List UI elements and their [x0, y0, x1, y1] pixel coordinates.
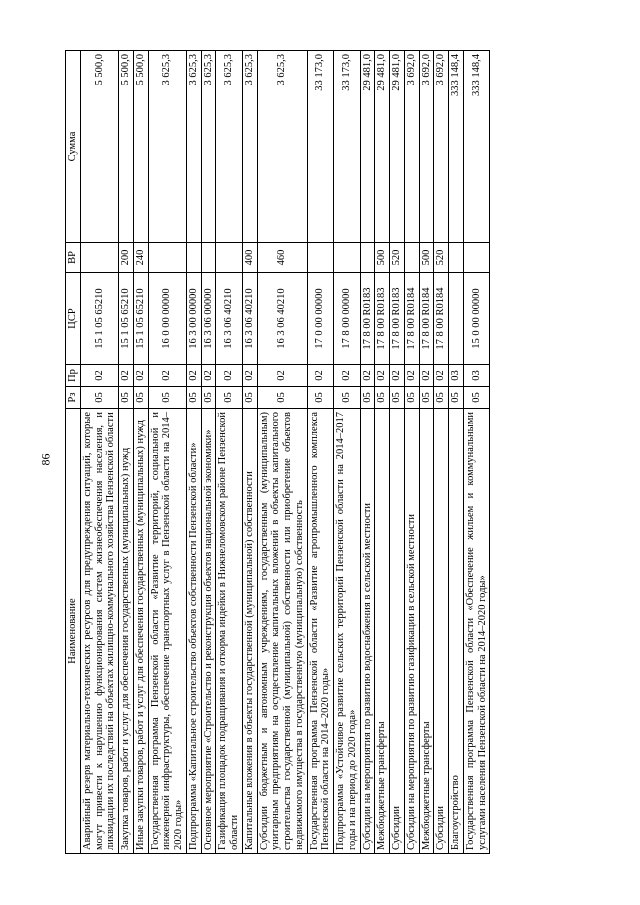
cell-name: Иные закупки товаров, работ и услуг для обеспечения государственных (муниципальных) нужд [133, 409, 148, 854]
cell-name: Государственная программа Пензенской области «Развитие территорий, социальной и инженерной инфраструктуры, обеспечение транспортных услуг в Пензенской области на 2014–2020 годы» [148, 409, 186, 854]
budget-table [65, 50, 490, 854]
table-row [307, 51, 334, 854]
cell-pr: 02 [119, 365, 134, 387]
cell-name: Подпрограмма «Капитальное строительство объектов собственности Пензенской области» [186, 409, 201, 854]
cell-sum: 29 481,0 [360, 51, 375, 243]
table-row [463, 51, 490, 854]
cell-rz: 05 [242, 387, 257, 409]
table-row [133, 51, 148, 854]
cell-pr: 02 [148, 365, 186, 387]
cell-csr: 16 3 00 00000 [186, 273, 201, 365]
cell-sum: 333 148,4 [463, 51, 490, 243]
cell-pr: 02 [80, 365, 118, 387]
cell-pr: 02 [434, 365, 449, 387]
header-vr: ВР [66, 243, 81, 273]
cell-csr: 15 1 05 65210 [80, 273, 118, 365]
cell-vr [80, 243, 118, 273]
table-row [186, 51, 201, 854]
cell-pr: 02 [390, 365, 405, 387]
cell-rz: 05 [80, 387, 118, 409]
cell-rz: 05 [148, 387, 186, 409]
cell-rz: 05 [434, 387, 449, 409]
cell-sum: 29 481,0 [390, 51, 405, 243]
cell-rz: 05 [216, 387, 243, 409]
cell-rz: 05 [307, 387, 334, 409]
cell-csr: 16 0 00 00000 [148, 273, 186, 365]
table-row [242, 51, 257, 854]
cell-name: Газификация площадок подращивания и откорма индейки в Нижнеломовском районе Пензенской области [216, 409, 243, 854]
cell-name: Государственная программа Пензенской области «Развитие агропромышленного комплекса Пензенской области на 2014–2020 годы» [307, 409, 334, 854]
cell-vr [148, 243, 186, 273]
table-row [334, 51, 361, 854]
table-row [119, 51, 134, 854]
cell-csr: 16 3 06 00000 [201, 273, 216, 365]
cell-csr: 15 0 00 00000 [463, 273, 490, 365]
header-csr: ЦСР [66, 273, 81, 365]
cell-sum: 5 500,0 [119, 51, 134, 243]
table-row [419, 51, 434, 854]
cell-name: Субсидии [434, 409, 449, 854]
cell-sum: 3 692,0 [404, 51, 419, 243]
cell-vr: 400 [242, 243, 257, 273]
cell-rz: 05 [419, 387, 434, 409]
table-row [216, 51, 243, 854]
cell-sum: 3 625,3 [242, 51, 257, 243]
cell-rz: 05 [375, 387, 390, 409]
cell-name: Подпрограмма «Устойчивое развитие сельских территорий Пензенской области на 2014–2017 годы и на период до 2020 года» [334, 409, 361, 854]
cell-vr [334, 243, 361, 273]
cell-name: Основное мероприятие «Строительство и реконструкция объектов национальной экономики» [201, 409, 216, 854]
cell-csr: 17 8 00 R0183 [390, 273, 405, 365]
budget-table-rotated [65, 51, 602, 854]
cell-rz: 05 [463, 387, 490, 409]
cell-rz: 05 [404, 387, 419, 409]
cell-pr: 02 [334, 365, 361, 387]
cell-csr: 17 8 00 R0184 [419, 273, 434, 365]
cell-pr: 02 [404, 365, 419, 387]
cell-rz: 05 [257, 387, 307, 409]
table-row [257, 51, 307, 854]
cell-rz: 05 [201, 387, 216, 409]
header-name: Наименование [66, 409, 81, 854]
cell-name: Аварийный резерв материально-технических ресурсов для предупреждения ситуаций, которые могут привести к нарушению функционирования систем жизнеобеспечения населения, и ликвидации их последствий на объектах жилищно-коммунального хозяйства Пензенской области [80, 409, 118, 854]
cell-rz: 05 [390, 387, 405, 409]
cell-name: Капитальные вложения в объекты государственной (муниципальной) собственности [242, 409, 257, 854]
table-row [404, 51, 419, 854]
cell-vr: 200 [119, 243, 134, 273]
cell-vr [307, 243, 334, 273]
cell-sum: 3 692,0 [434, 51, 449, 243]
cell-name: Межбюджетные трансферты [375, 409, 390, 854]
cell-rz: 05 [360, 387, 375, 409]
cell-csr: 17 0 00 00000 [307, 273, 334, 365]
header-rz: Рз [66, 387, 81, 409]
cell-sum: 3 625,3 [257, 51, 307, 243]
cell-pr: 02 [242, 365, 257, 387]
cell-sum: 29 481,0 [375, 51, 390, 243]
cell-name: Закупка товаров, работ и услуг для обеспечения государственных (муниципальных) нужд [119, 409, 134, 854]
cell-rz: 05 [449, 387, 464, 409]
cell-vr: 240 [133, 243, 148, 273]
cell-vr [463, 243, 490, 273]
table-row [360, 51, 375, 854]
cell-csr: 15 1 05 65210 [119, 273, 134, 365]
cell-sum: 33 173,0 [307, 51, 334, 243]
cell-pr: 02 [186, 365, 201, 387]
cell-csr: 17 8 00 R0184 [404, 273, 419, 365]
cell-pr: 03 [449, 365, 464, 387]
cell-csr [449, 273, 464, 365]
cell-name: Субсидии бюджетным и автономным учреждениям, государственным (муниципальным) унитарным предприятиям на осуществление капитальных вложений в объекты капитального строительства государственной (муниципальной) собственности или приобретение объектов недвижимого имущества в государственную (муниципальную) собственность [257, 409, 307, 854]
cell-vr: 520 [390, 243, 405, 273]
cell-sum: 33 173,0 [334, 51, 361, 243]
cell-sum: 3 625,3 [186, 51, 201, 243]
cell-pr: 02 [201, 365, 216, 387]
cell-csr: 17 8 00 R0184 [434, 273, 449, 365]
table-row [449, 51, 464, 854]
cell-name: Субсидии [390, 409, 405, 854]
cell-csr: 17 8 00 R0183 [360, 273, 375, 365]
cell-sum: 333 148,4 [449, 51, 464, 243]
cell-vr [449, 243, 464, 273]
cell-pr: 02 [360, 365, 375, 387]
cell-name: Субсидии на мероприятия по развитию водоснабжения в сельской местности [360, 409, 375, 854]
cell-vr [201, 243, 216, 273]
cell-pr: 02 [419, 365, 434, 387]
cell-csr: 15 1 05 65210 [133, 273, 148, 365]
table-row [375, 51, 390, 854]
table-row [148, 51, 186, 854]
cell-pr: 02 [216, 365, 243, 387]
cell-vr: 500 [375, 243, 390, 273]
cell-vr [216, 243, 243, 273]
cell-name: Межбюджетные трансферты [419, 409, 434, 854]
table-row [390, 51, 405, 854]
cell-pr: 02 [307, 365, 334, 387]
cell-vr: 460 [257, 243, 307, 273]
cell-sum: 3 692,0 [419, 51, 434, 243]
cell-csr: 17 8 00 00000 [334, 273, 361, 365]
table-header-row [66, 51, 81, 854]
cell-pr: 03 [463, 365, 490, 387]
table-row [201, 51, 216, 854]
header-sum: Сумма [66, 51, 81, 243]
cell-vr: 520 [434, 243, 449, 273]
cell-vr [360, 243, 375, 273]
cell-sum: 3 625,3 [148, 51, 186, 243]
cell-pr: 02 [375, 365, 390, 387]
cell-pr: 02 [257, 365, 307, 387]
cell-vr: 500 [419, 243, 434, 273]
cell-vr [186, 243, 201, 273]
cell-sum: 5 500,0 [133, 51, 148, 243]
cell-vr [404, 243, 419, 273]
cell-rz: 05 [119, 387, 134, 409]
cell-rz: 05 [334, 387, 361, 409]
cell-csr: 17 8 00 R0183 [375, 273, 390, 365]
page-number: 86 [38, 453, 53, 466]
cell-rz: 05 [133, 387, 148, 409]
cell-rz: 05 [186, 387, 201, 409]
cell-name: Благоустройство [449, 409, 464, 854]
cell-csr: 16 3 06 40210 [216, 273, 243, 365]
cell-name: Государственная программа Пензенской области «Обеспечение жильем и коммунальными услугами населения Пензенской области на 2014–2020 годы» [463, 409, 490, 854]
cell-sum: 5 500,0 [80, 51, 118, 243]
cell-name: Субсидии на мероприятия по развитию газификации в сельской местности [404, 409, 419, 854]
table-row [434, 51, 449, 854]
header-pr: Пр [66, 365, 81, 387]
cell-csr: 16 3 06 40210 [242, 273, 257, 365]
cell-csr: 16 3 06 40210 [257, 273, 307, 365]
table-row [80, 51, 118, 854]
cell-pr: 02 [133, 365, 148, 387]
cell-sum: 3 625,3 [216, 51, 243, 243]
cell-sum: 3 625,3 [201, 51, 216, 243]
